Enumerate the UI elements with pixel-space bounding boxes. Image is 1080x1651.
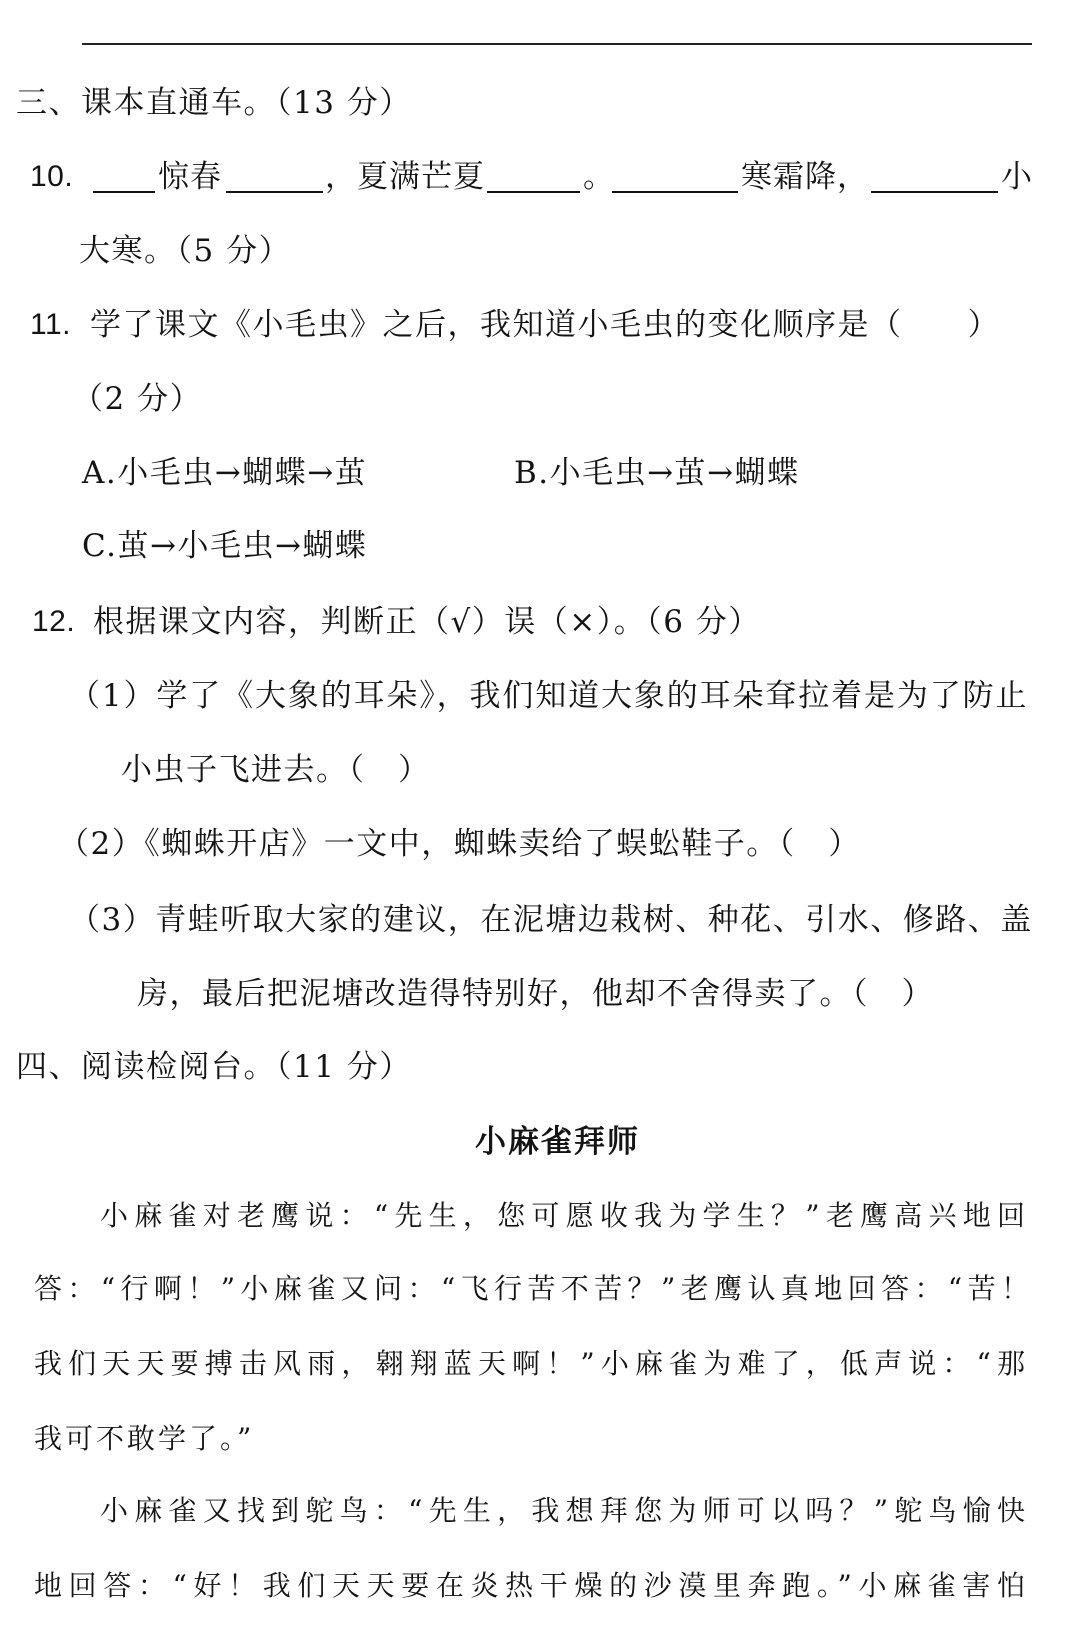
passage-p2-line-1: 小麻雀又找到鸵鸟：“先生，我想拜您为师可以吗？”鸵鸟愉快 (100, 1494, 1028, 1527)
question-10-continuation: 大寒。（5 分） (79, 233, 292, 269)
option-b: B.小毛虫→茧→蝴蝶 (514, 455, 800, 491)
judge-item-3-line-1: （3）青蛙听取大家的建议，在泥塘边栽树、种花、引水、修路、盖 (69, 902, 1033, 938)
passage-p1-line-3: 我们天天要搏击风雨，翱翔蓝天啊！”小麻雀为难了，低声说：“那 (34, 1347, 1028, 1380)
section4-heading: 四、阅读检阅台。（11 分） (16, 1049, 412, 1085)
section3-heading: 三、课本直通车。（13 分） (16, 85, 412, 121)
question-number: 12. (32, 605, 76, 638)
judge-item-2-line-1: （2）《蜘蛛开店》一文中，蜘蛛卖给了蜈蚣鞋子。（ ） (58, 826, 861, 862)
passage-p1-line-4: 我可不敢学了。” (34, 1422, 255, 1455)
passage-p1-line-1: 小麻雀对老鹰说：“先生，您可愿收我为学生？”老鹰高兴地回 (100, 1199, 1028, 1232)
question-10-text-5: 小 (1001, 159, 1033, 195)
passage-title: 小麻雀拜师 (475, 1124, 640, 1159)
question-text: 学了课文《小毛虫》之后，我知道小毛虫的变化顺序是（ ） (90, 307, 1000, 343)
question-text: 根据课文内容，判断正（√）误（×）。（6 分） (93, 604, 761, 640)
header-rule (82, 43, 1032, 45)
question-10-text-3: 。 (583, 159, 615, 195)
fill-blank (93, 157, 155, 193)
option-a: A.小毛虫→蝴蝶→茧 (82, 455, 368, 491)
fill-blank (871, 157, 998, 193)
option-c: C.茧→小毛虫→蝴蝶 (82, 528, 368, 564)
fill-blank (487, 157, 580, 193)
question-11 (0, 305, 1080, 345)
passage-p1-line-2: 答：“行啊！”小麻雀又问：“飞行苦不苦？”老鹰认真地回答：“苦！ (34, 1272, 1032, 1305)
fill-blank (612, 157, 738, 193)
judge-item-3-line-2: 房，最后把泥塘改造得特别好，他却不舍得卖了。（ ） (137, 976, 934, 1012)
question-11-score: （2 分） (72, 381, 203, 417)
judge-item-1-line-2: 小虫子飞进去。（ ） (121, 752, 431, 788)
question-10-text-2: ，夏满芒夏 (325, 159, 485, 195)
judge-item-1-line-1: （1）学了《大象的耳朵》，我们知道大象的耳朵耷拉着是为了防止 (69, 678, 1028, 714)
fill-blank (226, 157, 323, 193)
question-10-text-4: 寒霜降， (741, 159, 869, 195)
question-10 (0, 157, 1080, 197)
question-12 (0, 602, 1080, 642)
question-number: 10. (30, 160, 74, 193)
question-10-text-1: 惊春 (158, 159, 222, 195)
passage-p2-line-2: 地回答：“好！我们天天要在炎热干燥的沙漠里奔跑。”小麻雀害怕 (34, 1569, 1028, 1602)
question-number: 11. (30, 308, 71, 341)
